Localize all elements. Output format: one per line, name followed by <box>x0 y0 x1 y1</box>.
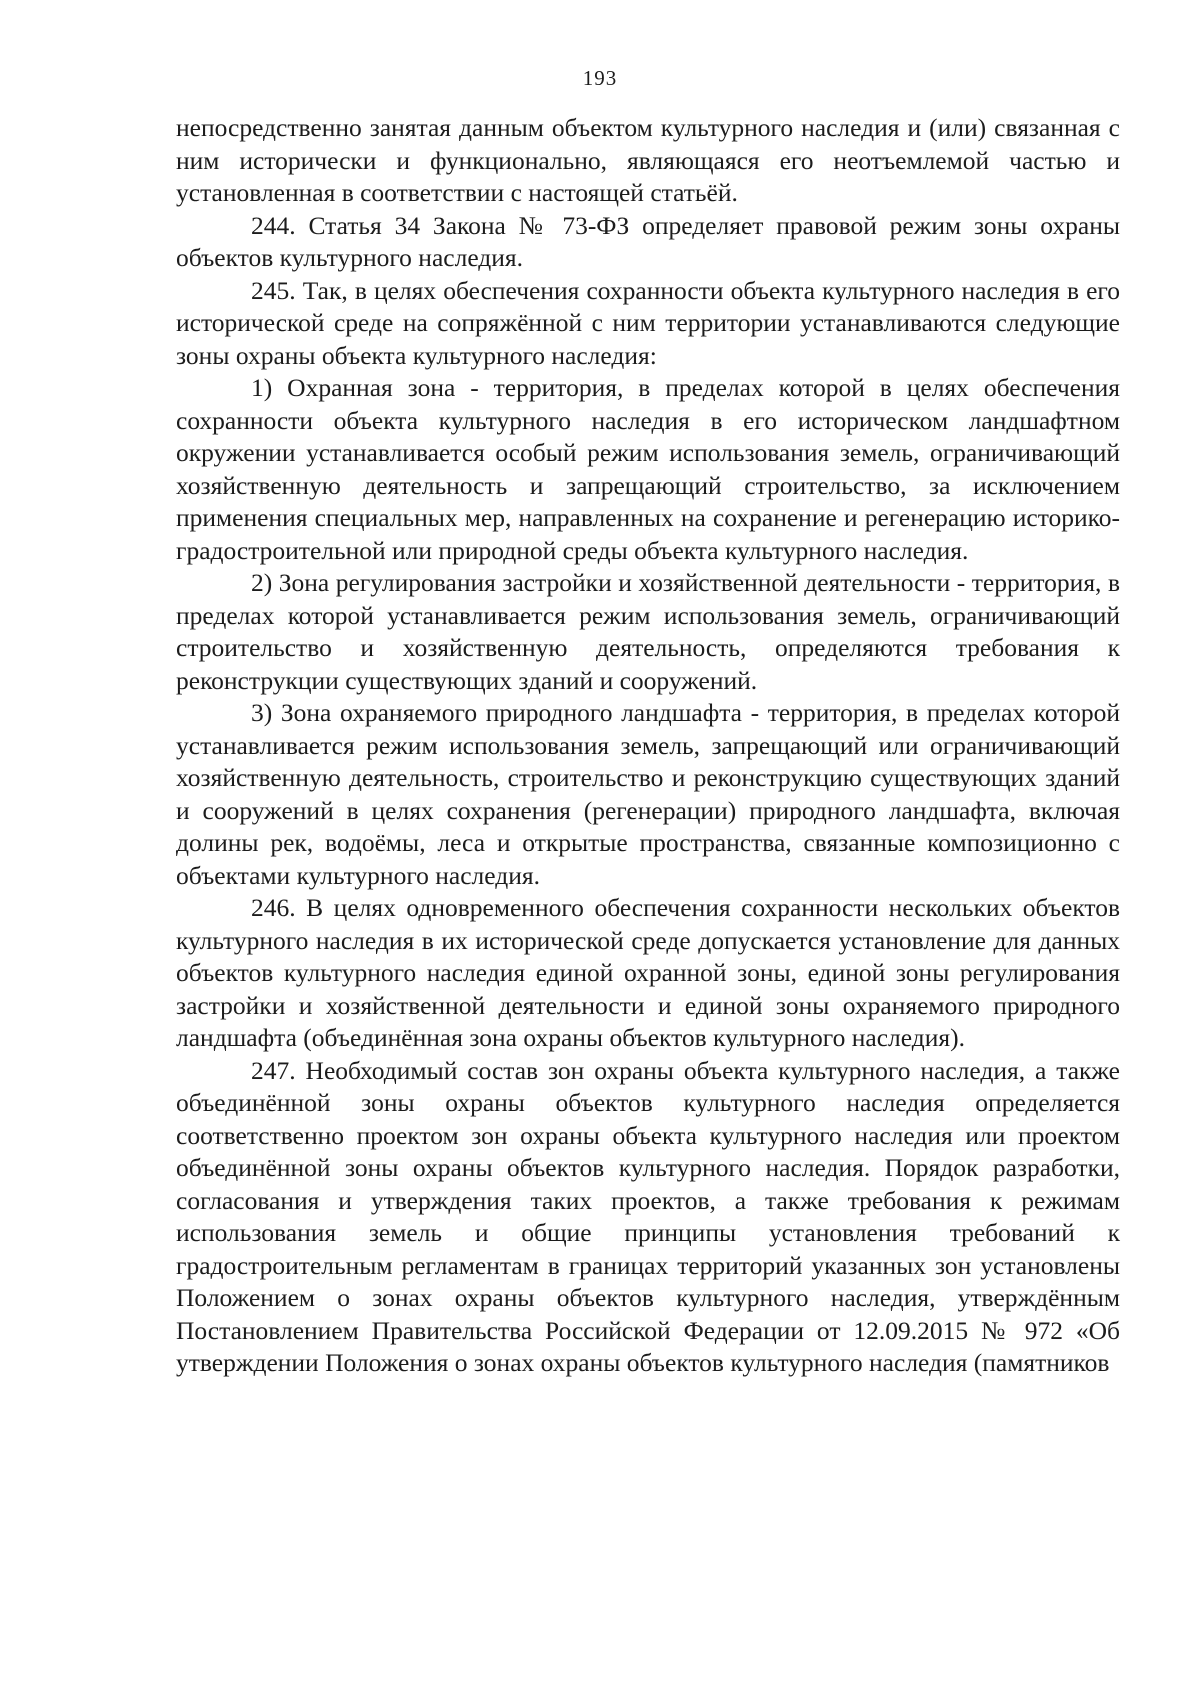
paragraph-245: 245. Так, в целях обеспечения сохранности объекта культурного наследия в его исторической среде на сопряжённой с ним территории устанавливаются следующие зоны охраны объекта культурного наследия: <box>176 275 1120 370</box>
document-body <box>176 112 1120 1380</box>
list-item-regulation-zone: 2) Зона регулирования застройки и хозяйственной деятельности - территория, в пределах которой устанавливается режим использования земель, ограничивающий строительство и хозяйственную деятельность, определяются требования к реконструкции существующих зданий и сооружений. <box>176 568 1120 695</box>
list-item-protection-zone: 1) Охранная зона - территория, в пределах которой в целях обеспечения сохранности объекта культурного наследия в его историческом ландшафтном окружении устанавливается особый режим использования земель, ограничивающий хозяйственную деятельность и запрещающий строительство, за исключением применения специальных мер, направленных на сохранение и регенерацию историко-градостроительной или природной среды объекта культурного наследия. <box>176 373 1120 565</box>
page-number: 193 <box>582 66 618 90</box>
list-item-landscape-zone: 3) Зона охраняемого природного ландшафта - территория, в пределах которой устанавливается режим использования земель, запрещающий или ограничивающий хозяйственную деятельность, строительство и реконструкцию существующих зданий и сооружений в целях сохранения (регенерации) природного ландшафта, включая долины рек, водоёмы, леса и открытые пространства, связанные композиционно с объектами культурного наследия. <box>176 698 1120 890</box>
paragraph-247: 247. Необходимый состав зон охраны объекта культурного наследия, а также объединённой зоны охраны объектов культурного наследия определяется соответственно проектом зон охраны объекта культурного наследия или проектом объединённой зоны охраны объектов культурного наследия. Порядок разработки, согласования и утверждения таких проектов, а также требования к режимам использования земель и общие принципы установления требований к градостроительным регламентам в границах территорий указанных зон установлены Положением о зонах охраны объектов культурного наследия, утверждённым Постановлением Правительства Российской Федерации от 12.09.2015 № 972 «Об утверждении Положения о зонах охраны объектов культурного наследия (памятников <box>176 1055 1120 1377</box>
paragraph-continuation: непосредственно занятая данным объектом культурного наследия и (или) связанная с ним исторически и функционально, являющаяся его неотъемлемой частью и установленная в соответствии с настоящей статьёй. <box>176 113 1120 207</box>
paragraph-244: 244. Статья 34 Закона № 73-ФЗ определяет правовой режим зоны охраны объектов культурного наследия. <box>176 210 1120 272</box>
paragraph-246: 246. В целях одновременного обеспечения сохранности нескольких объектов культурного наследия в их исторической среде допускается установление для данных объектов культурного наследия единой охранной зоны, единой зоны регулирования застройки и хозяйственной деятельности и единой зоны охраняемого природного ландшафта (объединённая зона охраны объектов культурного наследия). <box>176 893 1120 1052</box>
